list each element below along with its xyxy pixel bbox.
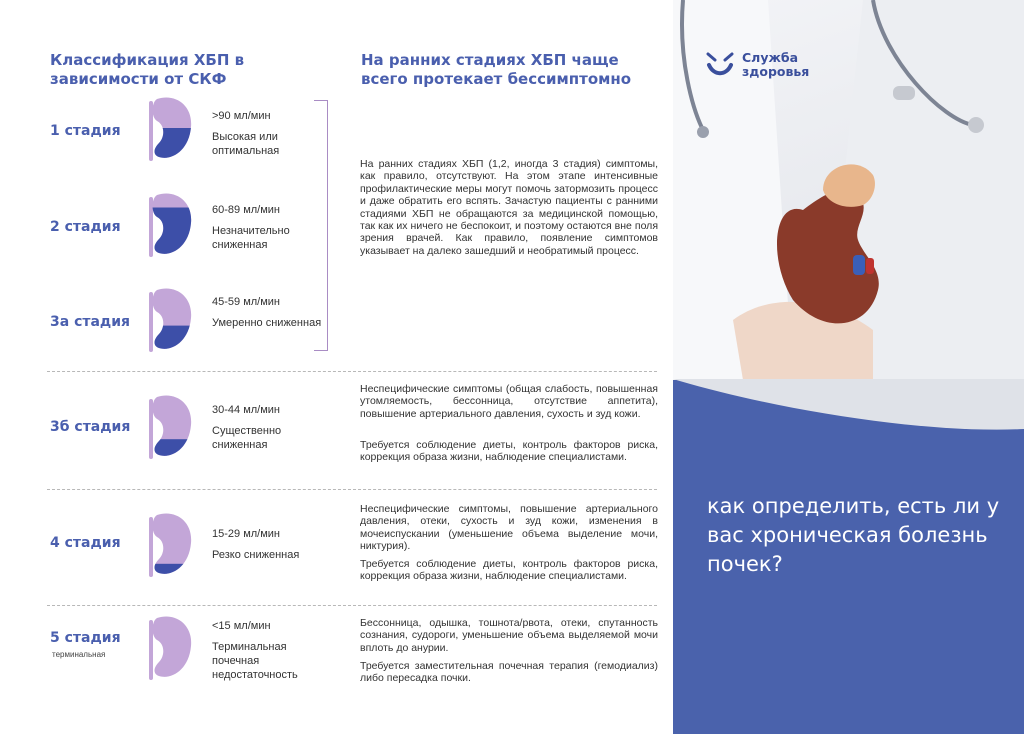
stage-sublabel: терминальная [52,650,106,659]
kidney-icon [145,95,195,163]
logo-text [742,51,809,79]
section-divider [47,371,657,372]
panel-wave [673,379,1024,439]
gfr-description: Существенно сниженная [212,425,282,451]
kidney-icon [145,511,195,579]
stage-label: 3б стадия [50,419,131,435]
stage-label: 3а стадия [50,314,131,330]
kidney-icon [145,614,195,682]
kidney-icon [145,393,195,461]
gfr-value: <15 мл/мин [212,620,271,632]
ureter-stem [149,292,153,352]
kidney-icon [145,286,195,354]
gfr-value: 60-89 мл/мин [212,204,281,216]
gfr-value: 30-44 мл/мин [212,404,281,416]
logo-line-2: здоровья [742,64,810,79]
gfr-description: Высокая или оптимальная [212,131,280,157]
kidney-shape [153,616,192,676]
logo [706,51,809,79]
gfr-value: 45-59 мл/мин [212,296,281,308]
early-stages-text: На ранних стадиях ХБП (1,2, иногда 3 стадия) симптомы, как правило, отсутствуют. На этом этапе интенсивные профилактические меры могут помочь затормозить процесс и даже обратить его вспять. Зачастую пациенты с ранними стадиями ХБП не обращаются за медицинской помощью, так как их ничего не беспокоит, и поэтому остаются вне поля зрения врачей. Как правило, появление симптомов указывает на далеко зашедший и необратимый процесс. [360,158,658,257]
smile-logo-icon [706,52,734,78]
gfr-value: >90 мл/мин [212,110,271,122]
stage4-treatment-text: Требуется соблюдение диеты, контроль факторов риска, коррекция образа жизни, наблюдение специалистами. [360,558,658,583]
stage-label: 4 стадия [50,535,121,551]
section-divider [47,489,657,490]
ureter-stem [149,517,153,577]
gfr-description: Терминальная почечная недостаточность [212,641,298,681]
early-stages-bracket [314,100,328,351]
stage-label: 2 стадия [50,219,121,235]
right-heading: На ранних стадиях ХБП чаще всего протекает бессимптомно [361,51,632,88]
stage5-treatment-text: Требуется заместительная почечная терапия (гемодиализ) либо пересадка почки. [360,660,658,685]
stage3b-treatment-text: Требуется соблюдение диеты, контроль факторов риска, коррекция образа жизни, наблюдение специалистами. [360,439,658,464]
section-divider [47,605,657,606]
logo-line-1: Служба [742,50,799,65]
stage5-symptoms-text: Бессонница, одышка, тошнота/рвота, отеки, спутанность сознания, судороги, уменьшение объема выделяемой мочи вплоть до анурии. [360,617,658,654]
gfr-value: 15-29 мл/мин [212,528,281,540]
gfr-description: Резко сниженная [212,549,300,561]
stage3b-symptoms-text: Неспецифические симптомы (общая слабость, повышенная утомляемость, бессонница, отсутствие аппетита), повышение артериального давления, сухость и зуд кожи. [360,383,658,420]
left-heading: Классификация ХБП в зависимости от СКФ [50,51,245,88]
stage4-symptoms-text: Неспецифические симптомы, повышение артериального давления, отеки, сухость и зуд кожи, изменения в мочеиспускании (уменьшение объема выделение мочи, никтурия). [360,503,658,553]
stage-label: 1 стадия [50,123,121,139]
cta-question: как определить, есть ли у вас хроническая болезнь почек? [707,494,1000,576]
stage-label: 5 стадия [50,630,121,646]
kidney-icon [145,191,195,259]
ureter-stem [149,399,153,459]
ureter-stem [149,101,153,161]
ureter-stem [149,197,153,257]
ureter-stem [149,620,153,680]
gfr-description: Умеренно сниженная [212,317,322,329]
gfr-description: Незначительно сниженная [212,225,290,251]
